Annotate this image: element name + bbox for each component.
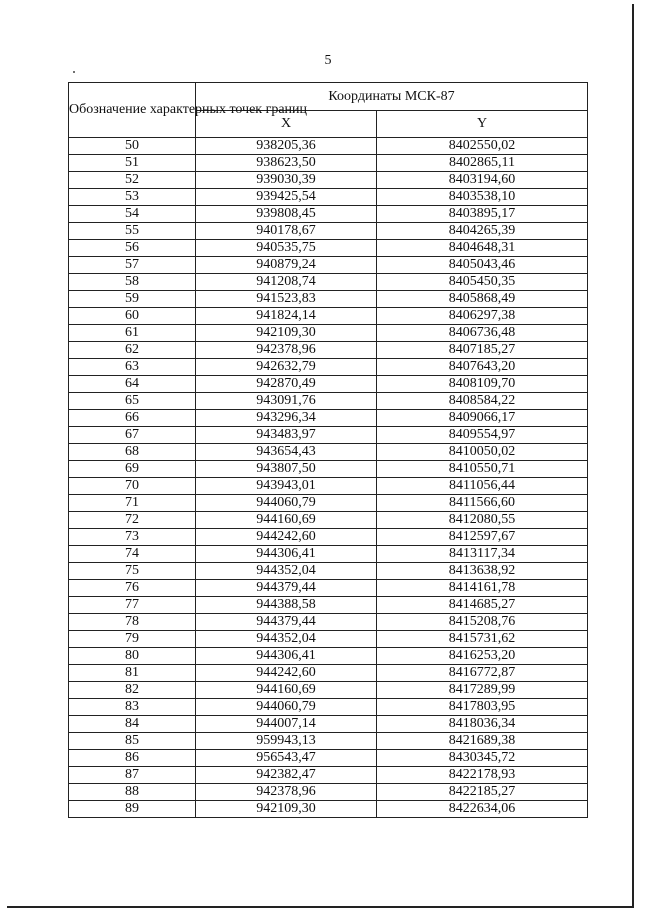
x-column-header: X: [196, 111, 377, 138]
table-row: [69, 648, 588, 665]
y-coordinate-cell: 8403895,17: [377, 206, 588, 223]
y-coordinate-cell: 8404265,39: [377, 223, 588, 240]
point-number-cell: 66: [69, 410, 196, 427]
table-row: [69, 682, 588, 699]
y-coordinate-cell: 8422185,27: [377, 784, 588, 801]
point-number-cell: 75: [69, 563, 196, 580]
x-coordinate-cell: 942109,30: [196, 801, 377, 818]
y-coordinate-cell: 8416772,87: [377, 665, 588, 682]
table-body: [69, 138, 588, 818]
point-number-cell: 87: [69, 767, 196, 784]
y-coordinate-cell: 8412080,55: [377, 512, 588, 529]
y-coordinate-cell: 8412597,67: [377, 529, 588, 546]
x-coordinate-cell: 943091,76: [196, 393, 377, 410]
table-row: [69, 138, 588, 155]
x-coordinate-cell: 944352,04: [196, 563, 377, 580]
point-number-cell: 68: [69, 444, 196, 461]
y-coordinate-cell: 8402865,11: [377, 155, 588, 172]
table-row: [69, 495, 588, 512]
point-number-cell: 51: [69, 155, 196, 172]
point-number-cell: 83: [69, 699, 196, 716]
x-coordinate-cell: 942378,96: [196, 342, 377, 359]
point-number-cell: 72: [69, 512, 196, 529]
x-coordinate-cell: 938205,36: [196, 138, 377, 155]
y-coordinate-cell: 8406736,48: [377, 325, 588, 342]
point-number-cell: 89: [69, 801, 196, 818]
table-row: [69, 665, 588, 682]
point-number-cell: 62: [69, 342, 196, 359]
table-row: [69, 784, 588, 801]
x-coordinate-cell: 940178,67: [196, 223, 377, 240]
x-coordinate-cell: 944242,60: [196, 665, 377, 682]
y-coordinate-cell: 8404648,31: [377, 240, 588, 257]
x-coordinate-cell: 944306,41: [196, 648, 377, 665]
y-coordinate-cell: 8407643,20: [377, 359, 588, 376]
table-row: [69, 478, 588, 495]
point-number-cell: 78: [69, 614, 196, 631]
point-number-cell: 67: [69, 427, 196, 444]
point-number-cell: 65: [69, 393, 196, 410]
y-coordinate-cell: 8415731,62: [377, 631, 588, 648]
table-row: [69, 767, 588, 784]
x-coordinate-cell: 942378,96: [196, 784, 377, 801]
y-coordinate-cell: 8415208,76: [377, 614, 588, 631]
x-coordinate-cell: 942870,49: [196, 376, 377, 393]
point-number-cell: 54: [69, 206, 196, 223]
table-row: [69, 240, 588, 257]
x-coordinate-cell: 942109,30: [196, 325, 377, 342]
x-coordinate-cell: 944388,58: [196, 597, 377, 614]
x-coordinate-cell: 943296,34: [196, 410, 377, 427]
y-coordinate-cell: 8405450,35: [377, 274, 588, 291]
x-coordinate-cell: 941208,74: [196, 274, 377, 291]
x-coordinate-cell: 940879,24: [196, 257, 377, 274]
y-coordinate-cell: 8408584,22: [377, 393, 588, 410]
table-row: [69, 444, 588, 461]
point-designation-header: Обозначение характерных точек границ: [69, 83, 196, 138]
point-number-cell: 60: [69, 308, 196, 325]
point-number-cell: 52: [69, 172, 196, 189]
point-number-cell: 70: [69, 478, 196, 495]
table-row: [69, 206, 588, 223]
x-coordinate-cell: 943807,50: [196, 461, 377, 478]
x-coordinate-cell: 943654,43: [196, 444, 377, 461]
point-number-cell: 56: [69, 240, 196, 257]
point-number-cell: 85: [69, 733, 196, 750]
table-row: [69, 172, 588, 189]
table-row: [69, 631, 588, 648]
x-coordinate-cell: 944379,44: [196, 614, 377, 631]
table-row: [69, 733, 588, 750]
y-coordinate-cell: 8405868,49: [377, 291, 588, 308]
point-number-cell: 61: [69, 325, 196, 342]
table-row: [69, 308, 588, 325]
point-number-cell: 81: [69, 665, 196, 682]
x-coordinate-cell: 941824,14: [196, 308, 377, 325]
y-coordinate-cell: 8403194,60: [377, 172, 588, 189]
table-row: [69, 155, 588, 172]
y-coordinate-cell: 8416253,20: [377, 648, 588, 665]
table-row: [69, 274, 588, 291]
table-row: [69, 342, 588, 359]
x-coordinate-cell: 941523,83: [196, 291, 377, 308]
x-coordinate-cell: 943483,97: [196, 427, 377, 444]
y-coordinate-cell: 8422634,06: [377, 801, 588, 818]
point-number-cell: 86: [69, 750, 196, 767]
y-coordinate-cell: 8410550,71: [377, 461, 588, 478]
table-row: [69, 597, 588, 614]
y-coordinate-cell: 8409066,17: [377, 410, 588, 427]
x-coordinate-cell: 959943,13: [196, 733, 377, 750]
x-coordinate-cell: 938623,50: [196, 155, 377, 172]
y-coordinate-cell: 8410050,02: [377, 444, 588, 461]
point-number-cell: 59: [69, 291, 196, 308]
y-coordinate-cell: 8413638,92: [377, 563, 588, 580]
table-row: [69, 291, 588, 308]
table-row: [69, 257, 588, 274]
x-coordinate-cell: 944352,04: [196, 631, 377, 648]
x-coordinate-cell: 944160,69: [196, 682, 377, 699]
page-number: 5: [324, 53, 332, 68]
y-coordinate-cell: 8411056,44: [377, 478, 588, 495]
point-number-cell: 88: [69, 784, 196, 801]
y-coordinate-cell: 8414161,78: [377, 580, 588, 597]
point-number-cell: 76: [69, 580, 196, 597]
x-coordinate-cell: 942382,47: [196, 767, 377, 784]
x-coordinate-cell: 939808,45: [196, 206, 377, 223]
point-number-cell: 58: [69, 274, 196, 291]
point-number-cell: 84: [69, 716, 196, 733]
table-row: [69, 529, 588, 546]
table-row: [69, 580, 588, 597]
y-coordinate-cell: 8402550,02: [377, 138, 588, 155]
x-coordinate-cell: 944306,41: [196, 546, 377, 563]
point-number-cell: 57: [69, 257, 196, 274]
y-coordinate-cell: 8403538,10: [377, 189, 588, 206]
x-coordinate-cell: 956543,47: [196, 750, 377, 767]
y-coordinate-cell: 8409554,97: [377, 427, 588, 444]
x-coordinate-cell: 943943,01: [196, 478, 377, 495]
y-column-header: Y: [377, 111, 588, 138]
table-row: [69, 512, 588, 529]
coordinates-table: [68, 82, 588, 818]
x-coordinate-cell: 944060,79: [196, 699, 377, 716]
table-row: [69, 325, 588, 342]
x-coordinate-cell: 939030,39: [196, 172, 377, 189]
table-row: [69, 359, 588, 376]
table-row: [69, 223, 588, 240]
table-row: [69, 750, 588, 767]
y-coordinate-cell: 8408109,70: [377, 376, 588, 393]
y-coordinate-cell: 8406297,38: [377, 308, 588, 325]
table-row: [69, 410, 588, 427]
table-row: [69, 801, 588, 818]
x-coordinate-cell: 944160,69: [196, 512, 377, 529]
point-number-cell: 55: [69, 223, 196, 240]
x-coordinate-cell: 944007,14: [196, 716, 377, 733]
x-coordinate-cell: 944060,79: [196, 495, 377, 512]
point-number-cell: 53: [69, 189, 196, 206]
x-coordinate-cell: 944379,44: [196, 580, 377, 597]
point-number-cell: 64: [69, 376, 196, 393]
table-row: [69, 614, 588, 631]
y-coordinate-cell: 8418036,34: [377, 716, 588, 733]
point-number-cell: 79: [69, 631, 196, 648]
point-number-cell: 82: [69, 682, 196, 699]
x-coordinate-cell: 939425,54: [196, 189, 377, 206]
y-coordinate-cell: 8411566,60: [377, 495, 588, 512]
y-coordinate-cell: 8421689,38: [377, 733, 588, 750]
table-row: [69, 716, 588, 733]
coordinates-header: Координаты МСК-87: [196, 83, 588, 111]
table-row: [69, 376, 588, 393]
point-number-cell: 77: [69, 597, 196, 614]
table-row: [69, 189, 588, 206]
point-number-cell: 63: [69, 359, 196, 376]
scan-speck: [73, 71, 75, 73]
table-row: [69, 461, 588, 478]
y-coordinate-cell: 8417803,95: [377, 699, 588, 716]
point-number-cell: 69: [69, 461, 196, 478]
point-number-cell: 74: [69, 546, 196, 563]
table-row: [69, 546, 588, 563]
y-coordinate-cell: 8414685,27: [377, 597, 588, 614]
x-coordinate-cell: 942632,79: [196, 359, 377, 376]
y-coordinate-cell: 8405043,46: [377, 257, 588, 274]
x-coordinate-cell: 944242,60: [196, 529, 377, 546]
point-number-cell: 73: [69, 529, 196, 546]
table-row: [69, 393, 588, 410]
point-number-cell: 80: [69, 648, 196, 665]
y-coordinate-cell: 8422178,93: [377, 767, 588, 784]
table-row: [69, 699, 588, 716]
y-coordinate-cell: 8430345,72: [377, 750, 588, 767]
table-row: [69, 563, 588, 580]
point-number-cell: 50: [69, 138, 196, 155]
y-coordinate-cell: 8417289,99: [377, 682, 588, 699]
y-coordinate-cell: 8407185,27: [377, 342, 588, 359]
table-row: [69, 427, 588, 444]
y-coordinate-cell: 8413117,34: [377, 546, 588, 563]
x-coordinate-cell: 940535,75: [196, 240, 377, 257]
point-number-cell: 71: [69, 495, 196, 512]
